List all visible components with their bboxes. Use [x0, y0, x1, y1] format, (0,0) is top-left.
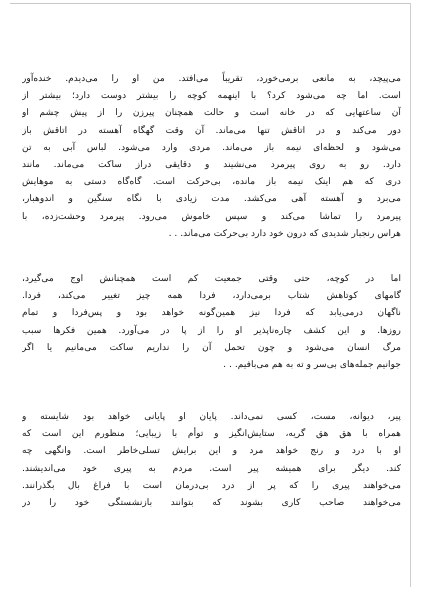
- text-line: گامهای کوتاهش شتاب برمی‌دارد، فردا همه چیز تغییر می‌کند، فردا.: [22, 290, 401, 302]
- text-line: پیرمرد را تماشا می‌کند و سپس خاموش می‌رود. پیرمرد وحشت‌زده، با: [22, 210, 401, 222]
- paragraph-2: [22, 270, 401, 373]
- text-line: می‌خواهند صاحب کاری بشوند که بتوانند بازنشستگی خود را در: [22, 496, 401, 508]
- text-line: دری که هم اینک نیمه باز مانده، بی‌حرکت است. گاه‌گاه دستی به موهایش: [22, 176, 401, 188]
- text-line: پیر، دیوانه، مست، کسی نمی‌داند. پایان او پایانی خواهد بود شایسته و: [22, 411, 401, 422]
- text-line: دور می‌کند و در اتاقش تنها می‌ماند. آن وقت گهگاه آهسته در اتاقش باز: [22, 124, 401, 136]
- page-right-edge: [410, 3, 411, 587]
- text-line: روزها. و این کشف چاره‌ناپذیر او را از پا در می‌آورد. همین فکرها سبب: [22, 324, 401, 336]
- text-line: دارد. رو به روی پیرمرد می‌نشیند و دقایقی دراز ساکت می‌ماند. مانند: [22, 158, 401, 170]
- text-line: می‌پیچد، به مانعی برمی‌خورد، تقریباً می‌افتد. من او را می‌دیدم. خنده‌آور: [22, 73, 401, 84]
- text-line: می‌شود و لحظه‌ای نیمه باز می‌ماند. مردی وارد می‌شود. لباس آبی به تن: [22, 141, 401, 153]
- text-line: مرگ انسان می‌شود و چون تحمل آن را نداریم ساکت می‌مانیم یا اگر: [22, 341, 401, 353]
- text-line: اما در کوچه، حتی وقتی جمعیت کم است همچنانش اوج می‌گیرد،: [22, 273, 401, 284]
- page-top-edge: [10, 3, 411, 4]
- paragraph-1: [22, 70, 401, 242]
- text-line: جوانیم جمله‌های بی‌سر و ته به هم می‌بافیم. . .: [223, 358, 401, 370]
- text-line: هراس رنجبار شدیدی که درون خود دارد بی‌حرکت می‌ماند. . .: [168, 227, 401, 239]
- text-line: کند. دیگر برای همیشه پیر است. مردم به پیری خود می‌اندیشند.: [22, 462, 401, 474]
- paragraph-3: [22, 408, 401, 511]
- text-line: می‌خواهند پیری را که پر از درد بی‌درمان است با فراغ بال بگذرانند.: [22, 479, 401, 491]
- text-line: است. اما چه می‌شود کرد؟ با اینهمه کوچه را بیشتر دوست دارد؛ بیشتر از: [22, 90, 401, 102]
- text-line: ناگهان درمی‌یابد که فردا نیز همین‌گونه خواهد بود و پس‌فردا و تمام: [22, 307, 401, 319]
- text-line: او با درد و رنج خواهد مرد و این برایش تسلی‌خاطر است. وانگهی چه: [22, 445, 401, 457]
- text-line: همراه با هق هق گریه، ستایش‌انگیز و توأم با زیبایی؛ منظورم این است که: [22, 428, 401, 440]
- text-line: آن ساعتهایی که در خانه است و حالت همچنان پیرزن را از پیش چشم او: [22, 107, 401, 119]
- text-line: می‌برد و آهسته آهی می‌کشد. مدت زیادی با نگاه سنگین و اندوهبار،: [22, 193, 401, 205]
